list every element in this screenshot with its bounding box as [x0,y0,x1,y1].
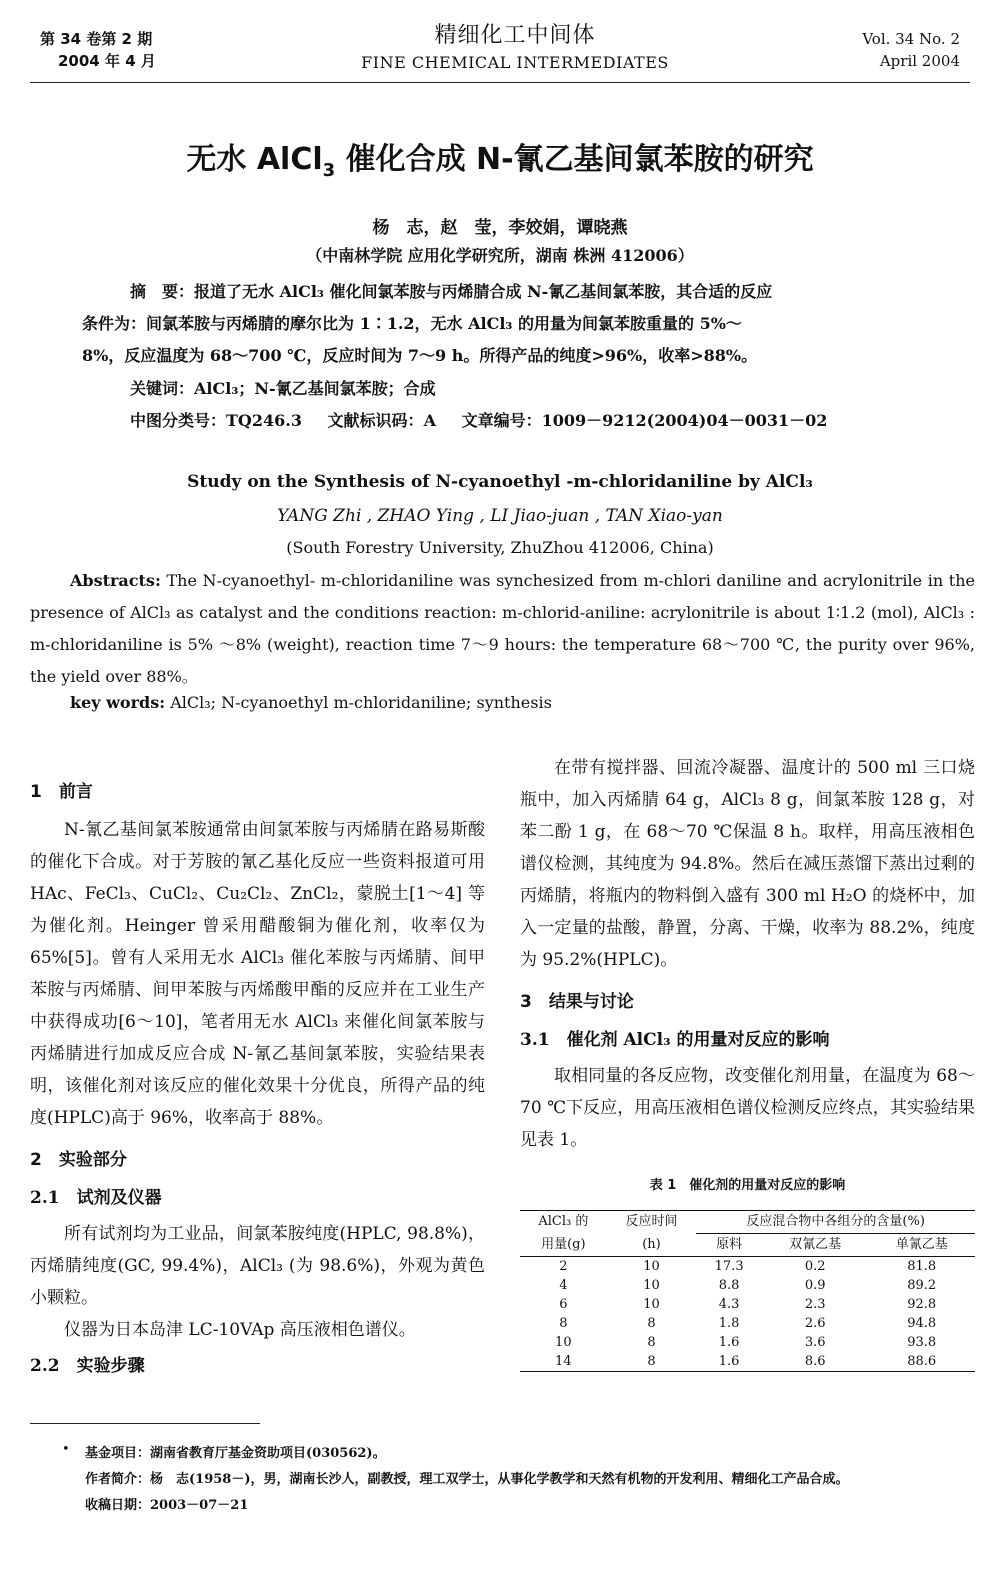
table-cell: 10 [643,1278,660,1293]
abstract-en: Abstracts: The N-cyanoethyl- m-chloridaniline was synchesized from m-chlori daniline and acrylonitrile in the presence of AlCl₃ as catalyst and the conditions reaction: m-chlorid-aniline: acrylonitrile is about 1∶1.2 (mol), AlCl₃ : m-chloridaniline is 5% ～8% (weight), reaction time 7～9 hours: the temperature 68～700 ℃, the purity over 96%, the yield over 88%。 [30,571,975,686]
table-cell: 17.3 [714,1259,744,1274]
section-1-paragraph: N-氰乙基间氯苯胺通常由间氯苯胺与丙烯腈在路易斯酸的催化下合成。对于芳胺的氰乙基化反应一些资料报道可用 HAc、FeCl₃、CuCl₂、Cu₂Cl₂、ZnCl₂，蒙脱土[1～4] 等为催化剂。Heinger 曾采用醋酸铜为催化剂，收率仅为 65%[5]。曾有人采用无水 AlCl₃ 催化苯胺与丙烯腈、间甲苯胺与丙烯腈、间甲苯胺与丙烯酸甲酯的反应并在工业生产中获得成功[6～10]，笔者用无水 AlCl₃ 来催化间氯苯胺与丙烯腈进行加成反应合成 N-氰乙基间氯苯胺，实验结果表明，该催化剂对该反应的催化效果十分优良，所得产品的纯度(HPLC)高于 96%，收率高于 88%。 [30,820,485,1128]
table-cell: 1.6 [718,1354,740,1369]
table-cell: 92.8 [907,1297,937,1312]
section-2-1-title: 2.1 试剂及仪器 [30,1188,162,1208]
table-cell: 1.8 [718,1316,740,1331]
keywords-en: key words: AlCl₃; N-cyanoethyl m-chloridaniline; synthesis [70,693,552,712]
table-cell: 2 [559,1259,568,1274]
table-cell: 8.6 [804,1354,826,1369]
table-cell: 1.6 [718,1335,740,1350]
table-cell: 8 [647,1335,656,1350]
volume-issue-zh: 第 34 卷第 2 期 [40,30,153,48]
table-cell: 3.6 [804,1335,826,1350]
table-row [520,1314,975,1333]
table-cell: 2.3 [804,1297,826,1312]
section-2-1-paragraph-2: 仪器为日本岛津 LC-10VAp 高压液相色谱仪。 [64,1320,416,1340]
section-2-2-paragraph: 在带有搅拌器、回流冷凝器、温度计的 500 ml 三口烧瓶中，加入丙烯腈 64 g，AlCl₃ 8 g，间氯苯胺 128 g，对苯二酚 1 g，在 68～70 ℃保温 8 h。取样，用高压液相色谱仪检测，其纯度为 94.8%。然后在减压蒸馏下蒸出过剩的丙烯腈，将瓶内的物料倒入盛有 300 ml H₂O 的烧杯中，加入一定量的盐酸，静置，分离、干燥，收率为 88.2%，纯度为 95.2%(HPLC)。 [520,758,975,970]
table-header-time-unit: (h) [642,1236,661,1252]
table-cell: 0.2 [804,1259,826,1274]
section-3-1-title: 3.1 催化剂 AlCl₃ 的用量对反应的影响 [520,1030,830,1050]
table-row [520,1257,975,1277]
table-cell: 89.2 [907,1278,937,1293]
section-1-title: 1 前言 [30,782,93,802]
table-cell: 2.6 [804,1316,826,1331]
table-row [520,1333,975,1352]
table-cell: 8 [647,1316,656,1331]
authors-zh: 杨 志，赵 莹，李姣娟，谭晓燕 [372,218,628,238]
table-cell: 4.3 [718,1297,740,1312]
section-3-1-paragraph: 取相同量的各反应物，改变催化剂用量，在温度为 68～70 ℃下反应，用高压液相色谱仪检测反应终点，其实验结果见表 1。 [520,1066,975,1150]
table-header-raw: 原料 [716,1237,743,1252]
table-row [520,1352,975,1372]
table-header-alcl3-unit: 用量(g) [541,1236,586,1252]
keywords-zh: 关键词：AlCl₃；N-氰乙基间氯苯胺；合成 [130,379,436,398]
date-zh: 2004 年 4 月 [58,52,156,70]
abstract-zh-label: 摘 要： [130,282,195,301]
table-cell: 93.8 [907,1335,937,1350]
section-2-2-title: 2.2 实验步骤 [30,1356,145,1376]
classification-line: 中图分类号：TQ246.3 文献标识码：A 文章编号：1009－9212(2004)04－0031－02 [130,411,828,430]
header-volume-en [862,28,960,72]
table-cell: 81.8 [907,1259,937,1274]
header-volume-zh [40,28,156,72]
date-en: April 2004 [879,52,960,70]
section-2-1-paragraph-1: 所有试剂均为工业品，间氯苯胺纯度(HPLC, 98.8%)，丙烯腈纯度(GC, 99.4%)，AlCl₃ (为 98.6%)，外观为黄色小颗粒。 [30,1224,485,1308]
affiliation-en: (South Forestry University, ZhuZhou 412006, China) [286,538,714,557]
footnote-rule [30,1423,260,1424]
table-cell: 10 [555,1335,572,1350]
table-cell: 0.9 [804,1278,826,1293]
table-cell: 14 [555,1354,572,1369]
table-row [520,1295,975,1314]
table-header-di: 双氰乙基 [789,1237,842,1252]
affiliation-zh: （中南林学院 应用化学研究所，湖南 株洲 412006） [306,246,694,265]
table-header-group: 反应混合物中各组分的含量(%) [696,1211,975,1234]
footnote-marker: • [62,1442,70,1457]
table-header-alcl3: AlCl₃ 的 [538,1214,589,1230]
table-row [520,1276,975,1295]
table-1 [520,1210,975,1372]
table-cell: 8 [647,1354,656,1369]
body-left-column [30,770,485,1386]
table-header-mono: 单氰乙基 [895,1237,948,1252]
journal-title [330,18,700,72]
journal-title-zh: 精细化工中间体 [434,23,596,48]
footnote-received: 收稿日期：2003－07－21 [85,1498,249,1513]
journal-title-en: FINE CHEMICAL INTERMEDIATES [361,53,669,72]
body-right-column [520,752,975,1372]
header-rule [30,82,970,83]
table-cell: 10 [643,1297,660,1312]
table-cell: 8.8 [718,1278,740,1293]
article-title-zh: 无水 AlCl$_3$ 催化合成 N-氰乙基间氯苯胺的研究 [186,142,814,181]
table-cell: 6 [559,1297,568,1312]
table-cell: 94.8 [907,1316,937,1331]
table-cell: 88.6 [907,1354,937,1369]
article-title-en: Study on the Synthesis of N-cyanoethyl -m-chloridaniline by AlCl₃ [187,472,813,492]
table-cell: 4 [559,1278,568,1293]
footnote-fund: 基金项目：湖南省教育厅基金资助项目(030562)。 [85,1446,386,1461]
footnote-author: 作者简介：杨 志(1958－)，男，湖南长沙人，副教授，理工双学士，从事化学教学和天然有机物的开发利用、精细化工产品合成。 [85,1472,849,1487]
table-cell: 8 [559,1316,568,1331]
table-header-time: 反应时间 [625,1214,678,1230]
abstract-zh: 摘 要：报道了无水 AlCl₃ 催化间氯苯胺与丙烯腈合成 N-氰乙基间氯苯胺，其合适的反应 条件为：间氯苯胺与丙烯腈的摩尔比为 1∶1.2，无水 AlCl₃ 的用量为间氯苯胺重量的 5%～ 8%，反应温度为 68～700 ℃，反应时间为 7～9 h。所得产品的纯度>96%，收率>88%。 [82,282,773,365]
volume-issue-en: Vol. 34 No. 2 [862,30,960,48]
section-2-title: 2 实验部分 [30,1150,127,1170]
table-cell: 10 [643,1259,660,1274]
section-3-title: 3 结果与讨论 [520,992,634,1012]
authors-en: YANG Zhi , ZHAO Ying , LI Jiao-juan , TAN Xiao-yan [277,506,723,526]
table-1-caption: 表 1 催化剂的用量对反应的影响 [649,1178,846,1193]
